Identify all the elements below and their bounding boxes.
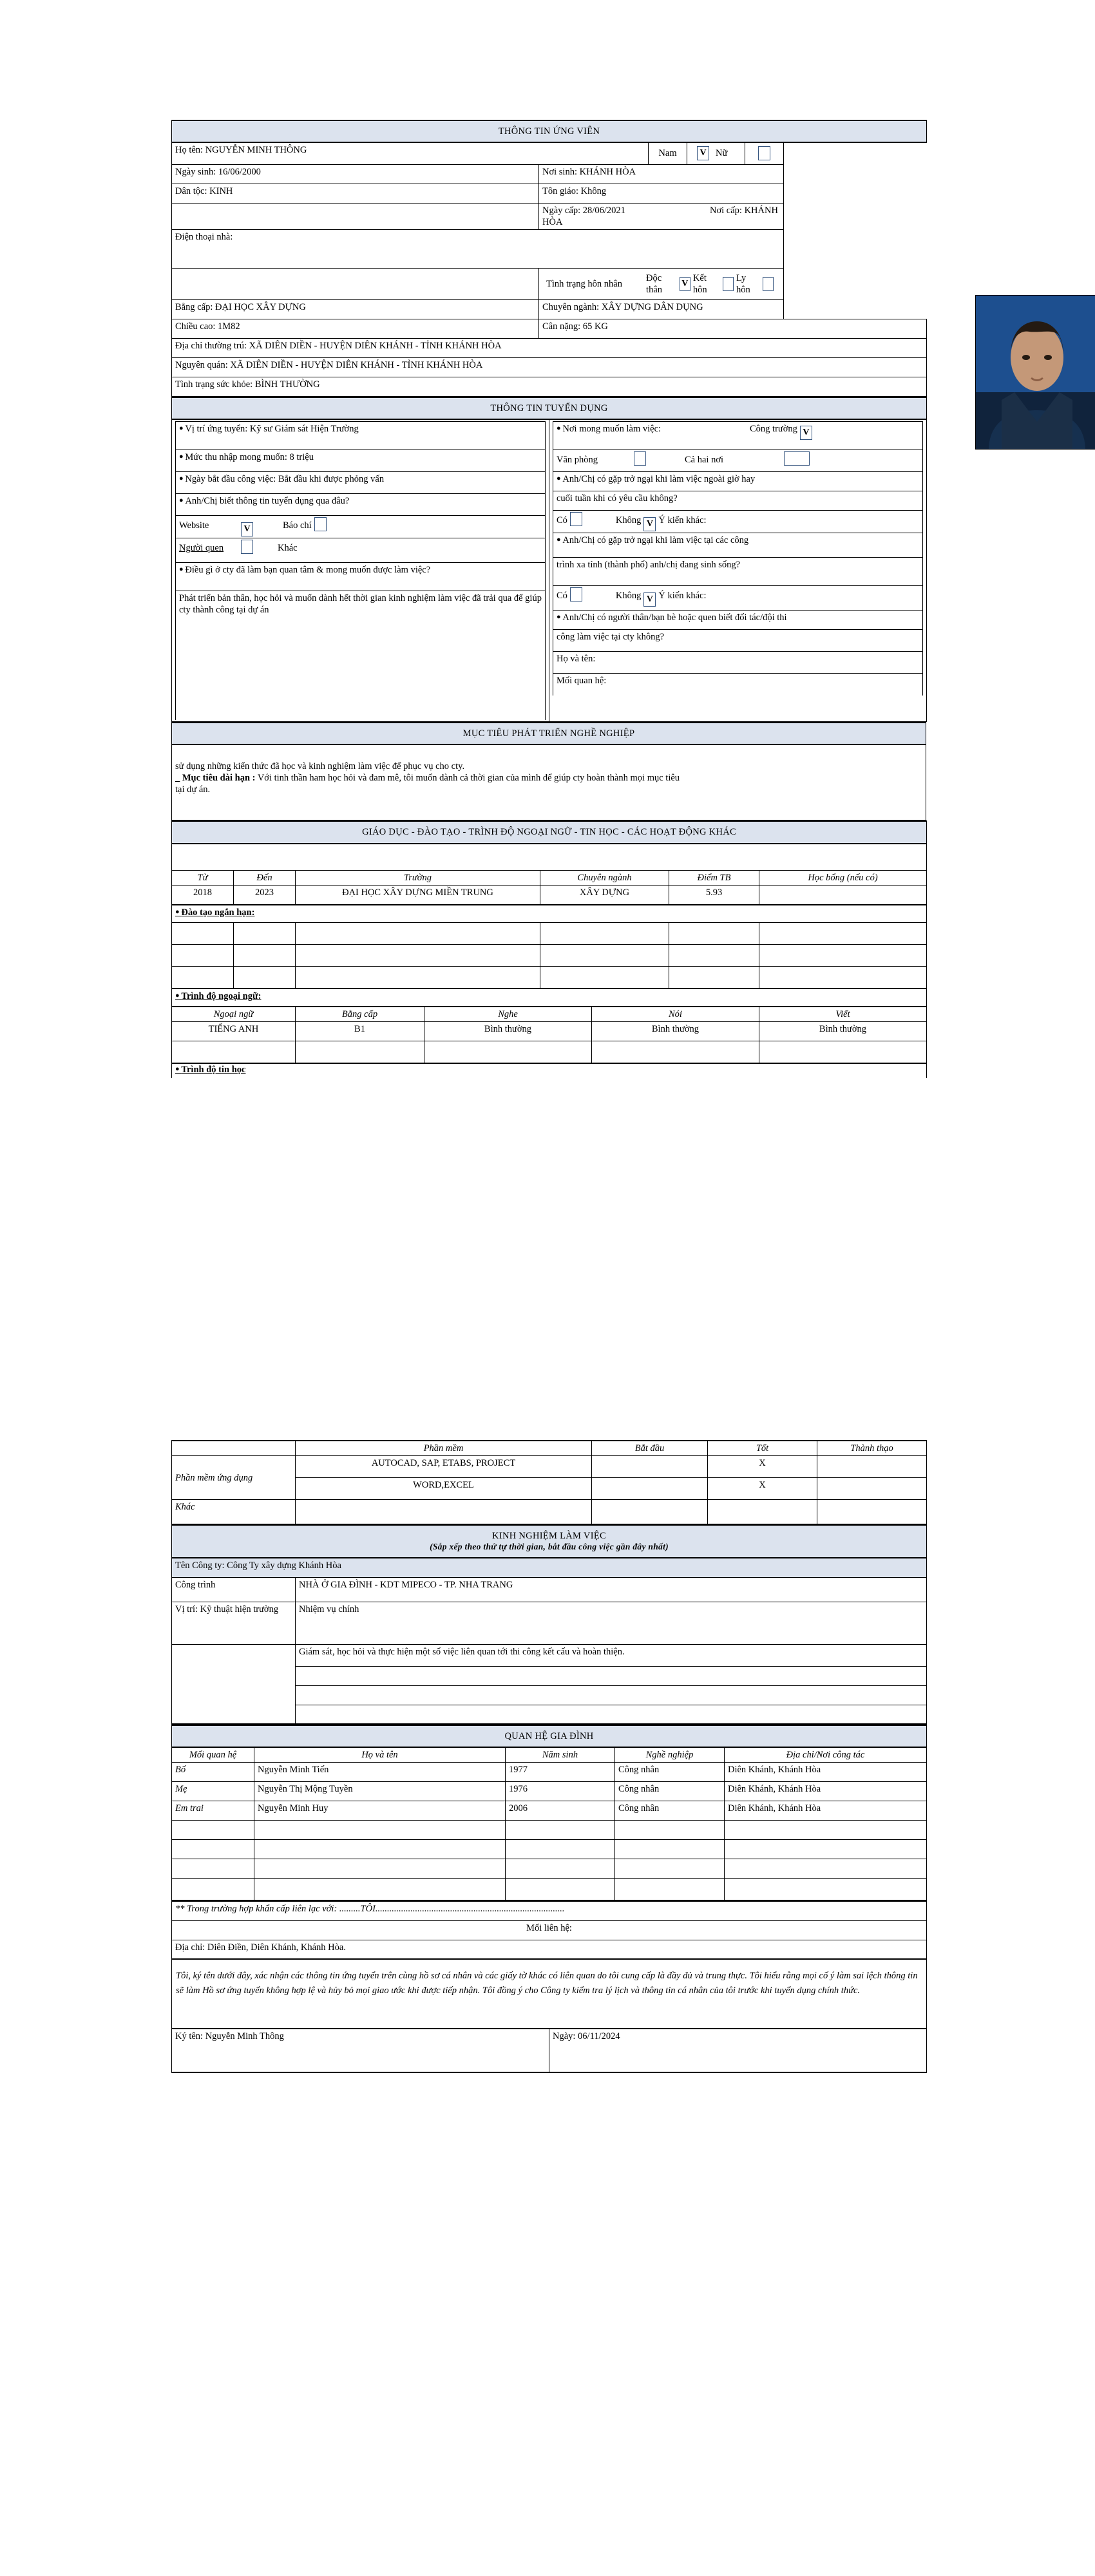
marital-divorced-label: Ly hôn [736,272,750,295]
overtime-answer-row [553,511,923,533]
section-title-recruitment: THÔNG TIN TUYỂN DỤNG [172,397,927,419]
declaration-line2: đủ và trung thực. Tôi hiểu rằng mọi cố ý làm sai lệch thông tin sẽ làm Hồ sơ ứng tuyển không hợp lệ và hủy bỏ mọi giao ước khi được [176,1971,918,1996]
family-address-blank[interactable] [725,1879,927,1900]
overtime-other-label[interactable]: Ý kiến khác: [658,515,707,526]
gender-male-checkbox-cell[interactable] [687,142,745,164]
software-expert-1[interactable] [817,1456,927,1478]
gender-female-checkbox[interactable] [758,146,770,160]
language-col-speaking: Nói [592,1007,759,1022]
education-spacer [172,844,927,871]
start-date-field: ● Ngày bắt đầu công việc: Bắt đầu khi được phỏng vấn [176,472,546,494]
language-col-certificate: Bằng cấp [296,1007,424,1022]
company-interest-answer[interactable]: Phát triển bản thân, học hỏi và muốn dành hết thời gian kinh nghiệm làm việc đã trải qua để giúp cty thành công tại dự án [176,591,546,720]
permanent-address-field[interactable]: Địa chỉ thường trú: XÃ DIÊN DIỀN - HUYỆN DIÊN KHÁNH - TỈNH KHÁNH HÒA [172,339,927,358]
table-row [172,923,927,945]
id-issue-place[interactable]: Nơi cấp: KHÁNH HÒA [542,205,778,227]
dob-field[interactable]: Ngày sinh: 16/06/2000 [172,164,539,184]
work-experience-title: KINH NGHIỆM LÀM VIỆC [492,1531,606,1542]
short-course-c1[interactable] [172,923,234,945]
software-category-application: Phần mềm ứng dụng [172,1456,296,1500]
work-experience-subtitle: (Sắp xếp theo thứ tự thời gian, bắt đầu công việc gần đây nhất) [430,1542,669,1552]
source-press-label: Báo chí [283,520,312,531]
photo-cell [784,142,927,319]
workplace-office-label: Văn phòng [557,455,598,466]
home-phone-field[interactable]: Điện thoại nhà: [172,229,784,268]
signature-field[interactable]: Ký tên: Nguyễn Minh Thông [172,2029,549,2072]
gender-male-checkbox[interactable]: V [697,146,709,160]
short-course-c5[interactable] [669,945,759,967]
emergency-relation-field[interactable]: Mối liên hệ: [172,1920,927,1940]
education-cell-to[interactable]: 2023 [234,886,296,905]
software-start-2[interactable] [592,1478,708,1500]
short-course-c3[interactable] [296,923,540,945]
family-relation-2[interactable]: Mẹ [172,1782,254,1801]
section-title-education: GIÁO DỤC - ĐÀO TẠO - TRÌNH ĐỘ NGOẠI NGỮ - TIN HỌC - CÁC HOẠT ĐỘNG KHÁC [172,821,927,843]
company-name-field[interactable]: Tên Công ty: Công Ty xây dựng Khánh Hòa [172,1558,927,1577]
language-header: ● Trình độ ngoại ngữ: [172,989,927,1007]
family-birthyear-blank[interactable] [506,1859,615,1879]
religion-field[interactable]: Tôn giáo: Không [539,184,784,203]
desired-workplace-question: ● Nơi mong muốn làm việc: Công trường V [553,422,923,450]
education-col-scholarship: Học bổng (nếu có) [759,871,927,886]
family-col-relation: Mối quan hệ [172,1747,254,1763]
family-occupation-3[interactable]: Công nhân [615,1801,725,1821]
education-cell-major[interactable]: XÂY DỰNG [540,886,669,905]
recruitment-information-table [171,397,927,722]
recruitment-left-column [172,419,549,721]
family-birthyear-blank[interactable] [506,1821,615,1840]
software-good-3[interactable] [708,1500,817,1524]
health-status-field[interactable]: Tình trạng sức khỏe: BÌNH THƯỜNG [172,377,927,397]
section-title-candidate-info: THÔNG TIN ỨNG VIÊN [172,120,927,142]
education-table [171,820,927,1007]
family-occupation-1[interactable]: Công nhân [615,1763,725,1782]
hometown-field[interactable]: Nguyên quán: XÃ DIÊN DIỀN - HUYỆN DIÊN KHÁNH - TỈNH KHÁNH HÒA [172,358,927,377]
workplace-site-checkbox[interactable]: V [800,426,812,440]
language-table [171,1007,927,1078]
education-col-school: Trường [296,871,540,886]
language-col-listening: Nghe [424,1007,592,1022]
work-experience-blank-row[interactable] [296,1685,927,1705]
work-experience-blank-row[interactable] [296,1705,927,1724]
marital-single-checkbox[interactable]: V [680,277,690,291]
recruitment-right-column [549,419,927,721]
language-cell-speaking[interactable] [592,1041,759,1063]
birthplace-field[interactable]: Nơi sinh: KHÁNH HÒA [539,164,784,184]
software-name-1[interactable]: AUTOCAD, SAP, ETABS, PROJECT [296,1456,592,1478]
overtime-no-label: Không [615,515,642,526]
travel-answer-row [553,586,923,611]
family-birthyear-blank[interactable] [506,1840,615,1859]
overtime-question-line2: cuối tuần khi có yêu cầu không? [553,491,923,511]
marital-married-checkbox[interactable] [723,277,734,291]
language-col-language: Ngoại ngữ [172,1007,296,1022]
family-occupation-blank[interactable] [615,1840,725,1859]
career-goal-longterm-label: _ Mục tiêu dài hạn : [175,773,256,783]
family-relation-blank[interactable] [172,1859,254,1879]
software-col-blank [172,1441,296,1456]
travel-yes-label: Có [557,591,567,601]
workplace-site-label: Công trường [750,424,797,435]
workplace-options-row [553,450,923,472]
main-duty-value[interactable]: Giám sát, học hỏi và thực hiện một số việc liên quan tới thi công kết cấu và hoàn thiện. [296,1644,927,1666]
family-address-blank[interactable] [725,1840,927,1859]
education-cell-scholarship[interactable] [759,886,927,905]
career-goal-table [171,722,926,821]
workplace-office-checkbox[interactable] [634,451,646,466]
career-goal-body[interactable] [172,744,926,820]
desired-salary-field: ● Mức thu nhập mong muốn: 8 triệu [176,450,546,472]
family-name-2[interactable]: Nguyễn Thị Mộng Tuyền [254,1782,506,1801]
source-referral-checkbox[interactable] [241,540,253,554]
section-title-work-experience [172,1525,927,1558]
short-course-c1[interactable] [172,945,234,967]
short-course-header: ● Đào tạo ngắn hạn: [172,905,927,923]
language-cell-speaking[interactable]: Bình thường [592,1022,759,1041]
marital-spacer [172,268,539,299]
table-row [172,1859,927,1879]
software-good-2[interactable]: X [708,1478,817,1500]
project-label: Công trình [172,1577,296,1602]
info-source-row-2 [176,538,546,563]
acquaintance-question-line1: ● Anh/Chị có người thân/bạn bè hoặc quen biết đối tác/đội thi [553,611,923,630]
software-good-1[interactable]: X [708,1456,817,1478]
major-field[interactable]: Chuyên ngành: XÂY DỰNG DÂN DỤNG [539,300,784,319]
marital-divorced-checkbox[interactable] [763,277,774,291]
degree-field[interactable]: Bằng cấp: ĐẠI HỌC XÂY DỰNG [172,300,539,319]
table-row [172,1879,927,1900]
family-col-birthyear: Năm sinh [506,1747,615,1763]
language-cell-certificate[interactable] [296,1041,424,1063]
software-skills-table [171,1440,927,1524]
family-relation-blank[interactable] [172,1840,254,1859]
workplace-both-label: Cả hai nơi [685,455,724,466]
source-website-label: Website [179,520,209,531]
table-row [172,945,927,967]
language-cell-writing[interactable] [759,1041,927,1063]
ethnicity-field[interactable]: Dân tộc: KINH [172,184,539,203]
project-value[interactable]: NHÀ Ở GIA ĐÌNH - KDT MIPECO - TP. NHA TRANG [296,1577,927,1602]
family-birthyear-blank[interactable] [506,1879,615,1900]
table-row [172,1500,927,1524]
education-col-major: Chuyên ngành [540,871,669,886]
short-course-c2[interactable] [234,967,296,989]
travel-no-checkbox[interactable]: V [643,592,656,607]
it-skill-header: ● Trình độ tin học [172,1063,927,1078]
id-number-field[interactable] [172,203,539,229]
family-relationship-table [171,1725,927,1900]
acquaintance-question-line2: công làm việc tại cty không? [553,630,923,652]
family-col-address: Địa chỉ/Nơi công tác [725,1747,927,1763]
gender-female-label: Nữ [716,148,728,159]
family-relation-1[interactable]: Bố [172,1763,254,1782]
acquaintance-relation-field[interactable]: Mối quan hệ: [553,674,923,696]
candidate-photo [975,295,1095,450]
table-row [172,1782,927,1801]
language-cell-listening[interactable] [424,1041,592,1063]
marital-single-label: Độc thân [646,272,663,295]
height-field[interactable]: Chiều cao: 1M82 [172,319,539,339]
declaration-text [172,1959,927,2029]
table-row [172,1763,927,1782]
acquaintance-name-field[interactable]: Họ và tên: [553,652,923,674]
short-course-c3[interactable] [296,967,540,989]
table-row [172,1801,927,1821]
table-row [172,1041,927,1063]
short-course-c4[interactable] [540,967,669,989]
family-name-1[interactable]: Nguyễn Minh Tiến [254,1763,506,1782]
education-col-gpa: Điểm TB [669,871,759,886]
family-birthyear-1[interactable]: 1977 [506,1763,615,1782]
marital-status-cell [539,268,784,299]
id-issue-cell [539,203,784,229]
source-press-checkbox[interactable] [314,517,327,531]
family-address-blank[interactable] [725,1859,927,1879]
marital-status-label: Tình trạng hôn nhân [546,278,622,289]
emergency-contact-line[interactable]: ** Trong trường hợp khẩn cấp liên lạc với: .........TÔI................................................................................. [172,1901,927,1920]
short-course-c4[interactable] [540,923,669,945]
overtime-question-line1: ● Anh/Chị có gặp trở ngại khi làm việc ngoài giờ hay [553,472,923,491]
software-start-3[interactable] [592,1500,708,1524]
career-goal-line2 [175,772,922,784]
section-title-family: QUAN HỆ GIA ĐÌNH [172,1725,927,1747]
marital-married-label: Kết hôn [692,272,707,295]
family-birthyear-2[interactable]: 1976 [506,1782,615,1801]
software-col-name: Phần mềm [296,1441,592,1456]
short-course-c6[interactable] [759,967,927,989]
portrait-photo-icon [976,296,1095,450]
family-name-3[interactable]: Nguyễn Minh Huy [254,1801,506,1821]
career-goal-line3: tại dự án. [175,784,211,795]
work-experience-table [171,1524,927,1725]
short-course-c2[interactable] [234,945,296,967]
page-two [171,1440,926,2073]
overtime-yes-label: Có [557,515,567,526]
weight-field[interactable]: Cân nặng: 65 KG [539,319,927,339]
short-course-c6[interactable] [759,945,927,967]
family-birthyear-3[interactable]: 2006 [506,1801,615,1821]
family-col-name: Họ và tên [254,1747,506,1763]
short-course-c3[interactable] [296,945,540,967]
software-col-beginner: Bắt đầu [592,1441,708,1456]
declaration-line1: Tôi, ký tên dưới đây, xác nhận các thông tin ứng tuyển trên cùng hồ sơ cá nhân và các giấy tờ khác có liên quan do tôi cung cấp là đầy [176,1971,681,1982]
software-col-expert: Thành thạo [817,1441,927,1456]
source-other-label: Khác [278,543,298,554]
education-cell-school[interactable]: ĐẠI HỌC XÂY DỰNG MIỀN TRUNG [296,886,540,905]
software-col-good: Tốt [708,1441,817,1456]
language-cell-language[interactable] [172,1041,296,1063]
software-expert-2[interactable] [817,1478,927,1500]
education-cell-from[interactable]: 2018 [172,886,234,905]
language-cell-listening[interactable]: Bình thường [424,1022,592,1041]
travel-yes-checkbox[interactable] [570,587,582,601]
family-relation-blank[interactable] [172,1879,254,1900]
family-name-blank[interactable] [254,1821,506,1840]
software-expert-3[interactable] [817,1500,927,1524]
short-course-c2[interactable] [234,923,296,945]
family-address-2[interactable]: Diên Khánh, Khánh Hòa [725,1782,927,1801]
source-referral-label: Người quen [179,543,224,554]
signature-date-field[interactable]: Ngày: 06/11/2024 [549,2029,927,2072]
workplace-both-checkbox[interactable] [784,451,810,466]
family-address-3[interactable]: Diên Khánh, Khánh Hòa [725,1801,927,1821]
overtime-no-checkbox[interactable]: V [643,517,656,531]
table-row [172,1840,927,1859]
family-relation-blank[interactable] [172,1821,254,1840]
short-course-c5[interactable] [669,967,759,989]
gender-female-checkbox-cell[interactable] [745,142,784,164]
family-name-blank[interactable] [254,1859,506,1879]
emergency-address-field[interactable]: Địa chỉ: Diên Điền, Diên Khánh, Khánh Hòa. [172,1940,927,1959]
family-occupation-blank[interactable] [615,1859,725,1879]
position-label: Vị trí: Kỹ thuật hiện trường [172,1602,296,1644]
id-issue-date[interactable]: Ngày cấp: 28/06/2021 [542,205,625,216]
family-occupation-blank[interactable] [615,1821,725,1840]
travel-no-label: Không [615,591,642,601]
applied-position-field: ● Vị trí ứng tuyển: Kỹ sư Giám sát Hiện Trường [176,422,546,450]
section-title-career-goal: MỤC TIÊU PHÁT TRIỂN NGHỀ NGHIỆP [172,723,926,744]
emergency-contact-table [171,1900,927,2073]
language-cell-certificate[interactable]: B1 [296,1022,424,1041]
table-row [172,967,927,989]
family-address-blank[interactable] [725,1821,927,1840]
work-experience-left-blank [172,1644,296,1724]
work-experience-blank-row[interactable] [296,1666,927,1685]
overtime-yes-checkbox[interactable] [570,512,582,526]
travel-other-label[interactable]: Ý kiến khác: [658,591,707,601]
software-start-1[interactable] [592,1456,708,1478]
education-cell-gpa[interactable]: 5.93 [669,886,759,905]
short-course-c5[interactable] [669,923,759,945]
family-name-blank[interactable] [254,1840,506,1859]
education-col-from: Từ [172,871,234,886]
short-course-c6[interactable] [759,923,927,945]
language-col-writing: Viết [759,1007,927,1022]
info-source-row-1 [176,516,546,538]
education-col-to: Đến [234,871,296,886]
main-duty-label: Nhiệm vụ chính [296,1602,927,1644]
table-row [172,1456,927,1478]
family-occupation-2[interactable]: Công nhân [615,1782,725,1801]
gender-male-label: Nam [649,142,687,164]
family-relation-3[interactable]: Em trai [172,1801,254,1821]
declaration-line3: tiếp nhận. Tôi đồng ý cho Công ty kiểm tra lý lịch và thông tin cá nhân của tôi trước khi tuyển dụng chính thức. [443,1985,861,1996]
info-source-question: ● Anh/Chị biết thông tin tuyển dụng qua đâu? [176,494,546,516]
short-course-c1[interactable] [172,967,234,989]
fullname-field[interactable]: Họ tên: NGUYỄN MINH THÔNG [172,142,649,164]
table-row [172,886,927,905]
family-occupation-blank[interactable] [615,1879,725,1900]
page-one [171,120,926,1078]
career-goal-line1: sử dụng những kiến thức đã học và kinh nghiệm làm việc để phục vụ cho cty. [175,761,465,772]
software-category-other: Khác [172,1500,296,1524]
language-cell-language[interactable]: TIẾNG ANH [172,1022,296,1041]
software-name-2[interactable]: WORD,EXCEL [296,1478,592,1500]
family-address-1[interactable]: Diên Khánh, Khánh Hòa [725,1763,927,1782]
candidate-information-table [171,120,927,397]
source-website-checkbox[interactable]: V [241,522,253,536]
table-row [172,1821,927,1840]
family-col-occupation: Nghề nghiệp [615,1747,725,1763]
family-name-blank[interactable] [254,1879,506,1900]
software-name-3[interactable] [296,1500,592,1524]
company-interest-question: ● Điều gì ở cty đã làm bạn quan tâm & mong muốn được làm việc? [176,563,546,591]
table-row [172,1022,927,1041]
travel-question-line2: trình xa tỉnh (thành phố) anh/chị đang sinh sống? [553,558,923,586]
travel-question-line1: ● Anh/Chị có gặp trở ngại khi làm việc tại các công [553,533,923,558]
short-course-c4[interactable] [540,945,669,967]
language-cell-writing[interactable]: Bình thường [759,1022,927,1041]
career-goal-longterm-text: Với tinh thần ham học hỏi và đam mê, tôi muốn dành cả thời gian của mình để giúp cty hoàn thành mọi mục tiêu [255,773,680,783]
